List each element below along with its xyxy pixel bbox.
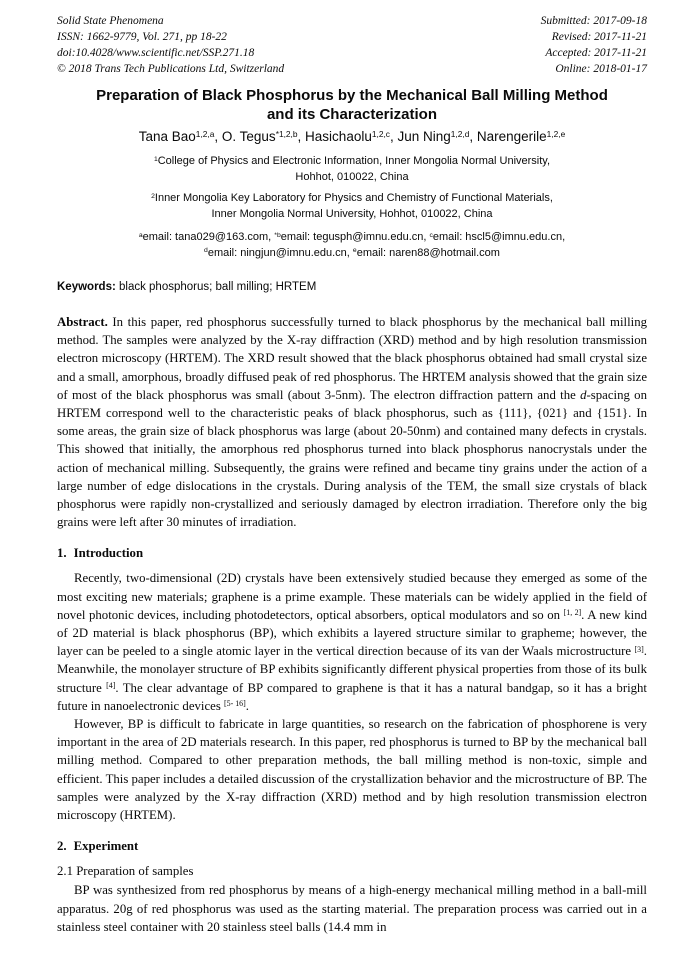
paper-title xyxy=(57,86,647,124)
experiment-paragraph: BP was synthesized from red phosphorus by means of a high-energy mechanical milling method in a ball-mill apparatus. 20g of red phosphorus was used as the starting material. The preparation process was carried out in a stainless steel container with 20 stainless steel balls (14.4 mm in xyxy=(57,883,647,934)
affiliation-1: $^1$College of Physics and Electronic Information, Inner Mongolia Normal University, Hohhot, 010022, China xyxy=(153,155,551,183)
submitted-date: Submitted: 2017-09-18 xyxy=(540,15,647,27)
author-emails: $^a$email: tana029@163.com, $^{*b}$email: tegusph@imnu.edu.cn, $^c$email: hscl5@imnu.edu.cn, $^d$email: ningjun@imnu.edu.cn, $^e$email: naren88@hotmail.com xyxy=(138,231,566,259)
online-date: Online: 2018-01-17 xyxy=(555,63,647,75)
section-heading-experiment xyxy=(57,837,647,855)
abstract-paragraph: Abstract. In this paper, red phosphorus successfully turned to black phosphorus by the mechanical ball milling method. The samples were analyzed by the X-ray diffraction (XRD) method and by high resolution transmission electron microscopy (HRTEM). The XRD result showed that the black phosphorus obtained had small crystal size and a small, amorphous, broadly diffused peak of red phosphorus. The HRTEM analysis showed that the grain size of most of the black phosphorus was small (about 3-5nm). The electron diffraction pattern and the d-spacing on HRTEM correspond well to the characteristic peaks of black phosphorus, such as {111}, {021} and {151}. In some areas, the grain size of black phosphorus was large (about 20-50nm) and contained many defects in crystals. This showed that initially, the amorphous red phosphorus turned into black phosphorus nanocrystals under the action of mechanical milling. Subsequently, the grains were refined and became tiny grains under the action of a large number of edge dislocations in the crystals. During analysis of the TEM, the small size crystals of black phosphorus were rapidly non-crystallized and seriously damaged by electron irradiation. Therefore only the big grains were left after 30 minutes of irradiation. xyxy=(57,315,647,530)
journal-copyright: © 2018 Trans Tech Publications Ltd, Switzerland xyxy=(57,63,285,75)
section-number-experiment: 2. xyxy=(57,839,67,854)
submission-dates xyxy=(541,13,647,77)
journal-name: Solid State Phenomena xyxy=(57,15,164,27)
intro-paragraph-1: Recently, two-dimensional (2D) crystals have been extensively studied because they emerged as some of the most exciting new materials; graphene is a prime example. These materials can be widely applied in the field of novel photonic devices, including photodetectors, optical absorbers, optical modulators and so on [1, 2]. A new kind of 2D material is black phosphorus (BP), which exhibits a layered structure similar to grapheme; however, the layer can be peeled to a single atomic layer in the vertical direction because of its van der Waals microstructure [3]. Meanwhile, the monolayer structure of BP exhibits significantly different physical properties from those of its bulk structure [4]. The clear advantage of BP compared to graphene is that it has a natural bandgap, so it has a bright future in nanoelectronic devices [5- 16]. xyxy=(57,571,647,713)
journal-issn-volume: ISSN: 1662-9779, Vol. 271, pp 18-22 xyxy=(57,31,227,43)
journal-doi: doi:10.4028/www.scientific.net/SSP.271.18 xyxy=(57,47,255,59)
section-number-introduction: 1. xyxy=(57,546,67,561)
paper-title-line-1: Preparation of Black Phosphorus by the Mechanical Ball Milling Method xyxy=(96,87,608,104)
revised-date: Revised: 2017-11-21 xyxy=(551,31,647,43)
accepted-date: Accepted: 2017-11-21 xyxy=(545,47,647,59)
keywords-line: Keywords: black phosphorus; ball milling; HRTEM xyxy=(57,281,317,293)
section-title-introduction: Introduction xyxy=(73,546,144,561)
section-title-experiment: Experiment xyxy=(73,839,139,854)
author-line: Tana Bao$^{1,2,a}$, O. Tegus$^{*1,2,b}$, Hasichaolu$^{1,2,c}$, Jun Ning$^{1,2,d}$, Narengerile$^{1,2,e}$ xyxy=(138,129,566,144)
paper-title-line-2: and its Characterization xyxy=(266,106,438,123)
section-heading-introduction xyxy=(57,544,647,562)
journal-header xyxy=(57,13,647,77)
journal-info xyxy=(57,13,284,77)
subsection-heading-preparation: 2.1 Preparation of samples xyxy=(57,864,194,879)
affiliation-2: $^2$Inner Mongolia Key Laboratory for Physics and Chemistry of Functional Materials, Inner Mongolia Normal University, Hohhot, 010022, China xyxy=(151,192,553,220)
intro-paragraph-2: However, BP is difficult to fabricate in large quantities, so research on the fabrication of phosphorene is very important in the area of 2D materials research. In this paper, red phosphorus is turned to BP by the mechanical ball milling method. Compared to other preparation methods, the ball milling method is non-toxic, simple and efficient. This paper includes a detailed discussion of the crystallization behavior and the microstructure of BP. The samples were analyzed by the X-ray diffraction (XRD) method and by high resolution transmission electron microscopy (HRTEM). xyxy=(57,717,647,823)
